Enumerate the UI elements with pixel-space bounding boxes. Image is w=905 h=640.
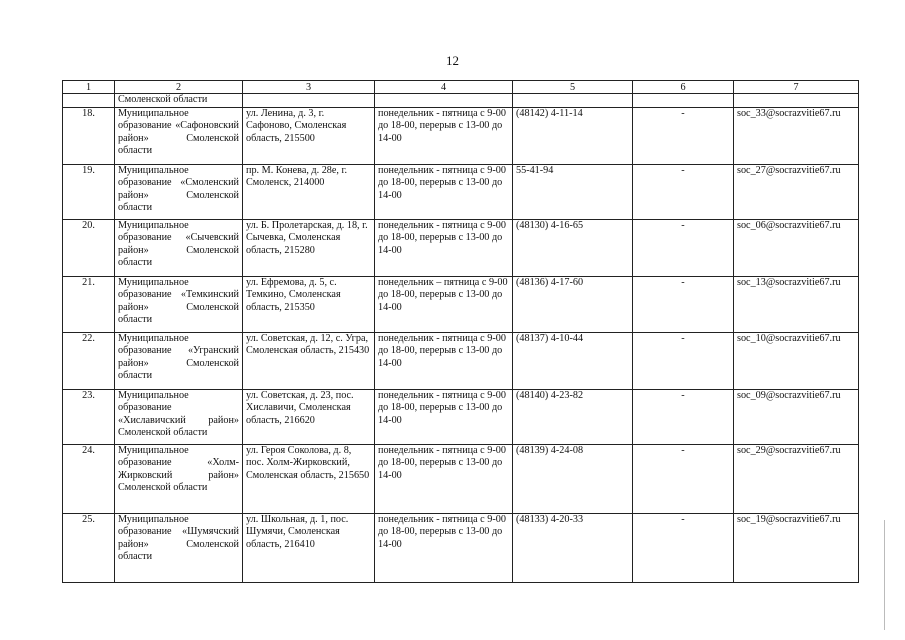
phone-cell: 55-41-94 [513, 164, 633, 219]
phone-cell: (48136) 4-17-60 [513, 276, 633, 332]
dash-cell: - [633, 513, 734, 582]
phone-cell: (48130) 4-16-65 [513, 219, 633, 276]
table-row [63, 164, 859, 219]
email-cell: soc_33@socrazvitie67.ru [734, 107, 859, 164]
table-cell [513, 94, 633, 108]
address-cell: пр. М. Конева, д. 28е, г. Смоленск, 214000 [243, 164, 375, 219]
table-row [63, 276, 859, 332]
phone-cell: (48133) 4-20-33 [513, 513, 633, 582]
email-cell: soc_27@socrazvitie67.ru [734, 164, 859, 219]
municipality-name-cell: Муниципальное образование «Хиславичский район» Смоленской области [115, 389, 243, 444]
row-number-cell: 20. [63, 219, 115, 276]
table-cell [734, 94, 859, 108]
working-hours-cell: понедельник - пятница с 9-00 до 18-00, перерыв с 13-00 до 14-00 [375, 513, 513, 582]
column-header: 1 [63, 81, 115, 94]
dash-cell: - [633, 164, 734, 219]
email-cell: soc_29@socrazvitie67.ru [734, 444, 859, 513]
row-number-cell: 24. [63, 444, 115, 513]
column-header: 2 [115, 81, 243, 94]
dash-cell: - [633, 107, 734, 164]
dash-cell: - [633, 332, 734, 389]
phone-cell: (48137) 4-10-44 [513, 332, 633, 389]
table-row [63, 444, 859, 513]
municipality-name-cell: Муниципальное образование «Шумячский район» Смоленской области [115, 513, 243, 582]
working-hours-cell: понедельник - пятница с 9-00 до 18-00, перерыв с 13-00 до 14-00 [375, 389, 513, 444]
table-cell [243, 94, 375, 108]
row-number-cell: 22. [63, 332, 115, 389]
phone-cell: (48140) 4-23-82 [513, 389, 633, 444]
continuation-name-cell: Смоленской области [115, 94, 243, 108]
address-cell: ул. Советская, д. 12, с. Угра, Смоленская область, 215430 [243, 332, 375, 389]
table-row [63, 389, 859, 444]
row-number-cell: 18. [63, 107, 115, 164]
scan-artifact-line [884, 520, 885, 630]
page-number: 12 [446, 53, 459, 68]
phone-cell: (48139) 4-24-08 [513, 444, 633, 513]
working-hours-cell: понедельник - пятница с 9-00 до 18-00, перерыв с 13-00 до 14-00 [375, 164, 513, 219]
municipality-name-cell: Муниципальное образование «Темкинский район» Смоленской области [115, 276, 243, 332]
address-cell: ул. Школьная, д. 1, пос. Шумячи, Смоленская область, 216410 [243, 513, 375, 582]
municipality-name-cell: Муниципальное образование «Сычевский район» Смоленской области [115, 219, 243, 276]
municipality-name-cell: Муниципальное образование «Сафоновский район» Смоленской области [115, 107, 243, 164]
table-cell [63, 94, 115, 108]
table-row [63, 219, 859, 276]
column-header: 6 [633, 81, 734, 94]
dash-cell: - [633, 276, 734, 332]
dash-cell: - [633, 389, 734, 444]
working-hours-cell: понедельник - пятница с 9-00 до 18-00, перерыв с 13-00 до 14-00 [375, 332, 513, 389]
working-hours-cell: понедельник – пятница с 9-00 до 18-00, перерыв с 13-00 до 14-00 [375, 276, 513, 332]
municipality-name-cell: Муниципальное образование «Угранский район» Смоленской области [115, 332, 243, 389]
working-hours-cell: понедельник - пятница с 9-00 до 18-00, перерыв с 13-00 до 14-00 [375, 107, 513, 164]
email-cell: soc_10@socrazvitie67.ru [734, 332, 859, 389]
address-cell: ул. Ленина, д. 3, г. Сафоново, Смоленская область, 215500 [243, 107, 375, 164]
row-number-cell: 19. [63, 164, 115, 219]
table-row [63, 513, 859, 582]
municipality-name-cell: Муниципальное образование «Смоленский район» Смоленской области [115, 164, 243, 219]
address-cell: ул. Ефремова, д. 5, с. Темкино, Смоленская область, 215350 [243, 276, 375, 332]
email-cell: soc_06@socrazvitie67.ru [734, 219, 859, 276]
table-cell [633, 94, 734, 108]
dash-cell: - [633, 219, 734, 276]
table-header-row [63, 81, 859, 94]
email-cell: soc_09@socrazvitie67.ru [734, 389, 859, 444]
municipality-name-cell: Муниципальное образование «Холм-Жирковский район» Смоленской области [115, 444, 243, 513]
address-cell: ул. Советская, д. 23, пос. Хиславичи, Смоленская область, 216620 [243, 389, 375, 444]
table-cell [375, 94, 513, 108]
institutions-table [62, 80, 859, 583]
row-number-cell: 25. [63, 513, 115, 582]
working-hours-cell: понедельник - пятница с 9-00 до 18-00, перерыв с 13-00 до 14-00 [375, 444, 513, 513]
row-number-cell: 23. [63, 389, 115, 444]
email-cell: soc_13@socrazvitie67.ru [734, 276, 859, 332]
working-hours-cell: понедельник - пятница с 9-00 до 18-00, перерыв с 13-00 до 14-00 [375, 219, 513, 276]
table-row [63, 332, 859, 389]
column-header: 5 [513, 81, 633, 94]
phone-cell: (48142) 4-11-14 [513, 107, 633, 164]
dash-cell: - [633, 444, 734, 513]
row-number-cell: 21. [63, 276, 115, 332]
column-header: 4 [375, 81, 513, 94]
continuation-row [63, 94, 859, 108]
column-header: 3 [243, 81, 375, 94]
address-cell: ул. Б. Пролетарская, д. 18, г. Сычевка, Смоленская область, 215280 [243, 219, 375, 276]
table-row [63, 107, 859, 164]
address-cell: ул. Героя Соколова, д. 8, пос. Холм-Жирковский, Смоленская область, 215650 [243, 444, 375, 513]
email-cell: soc_19@socrazvitie67.ru [734, 513, 859, 582]
column-header: 7 [734, 81, 859, 94]
